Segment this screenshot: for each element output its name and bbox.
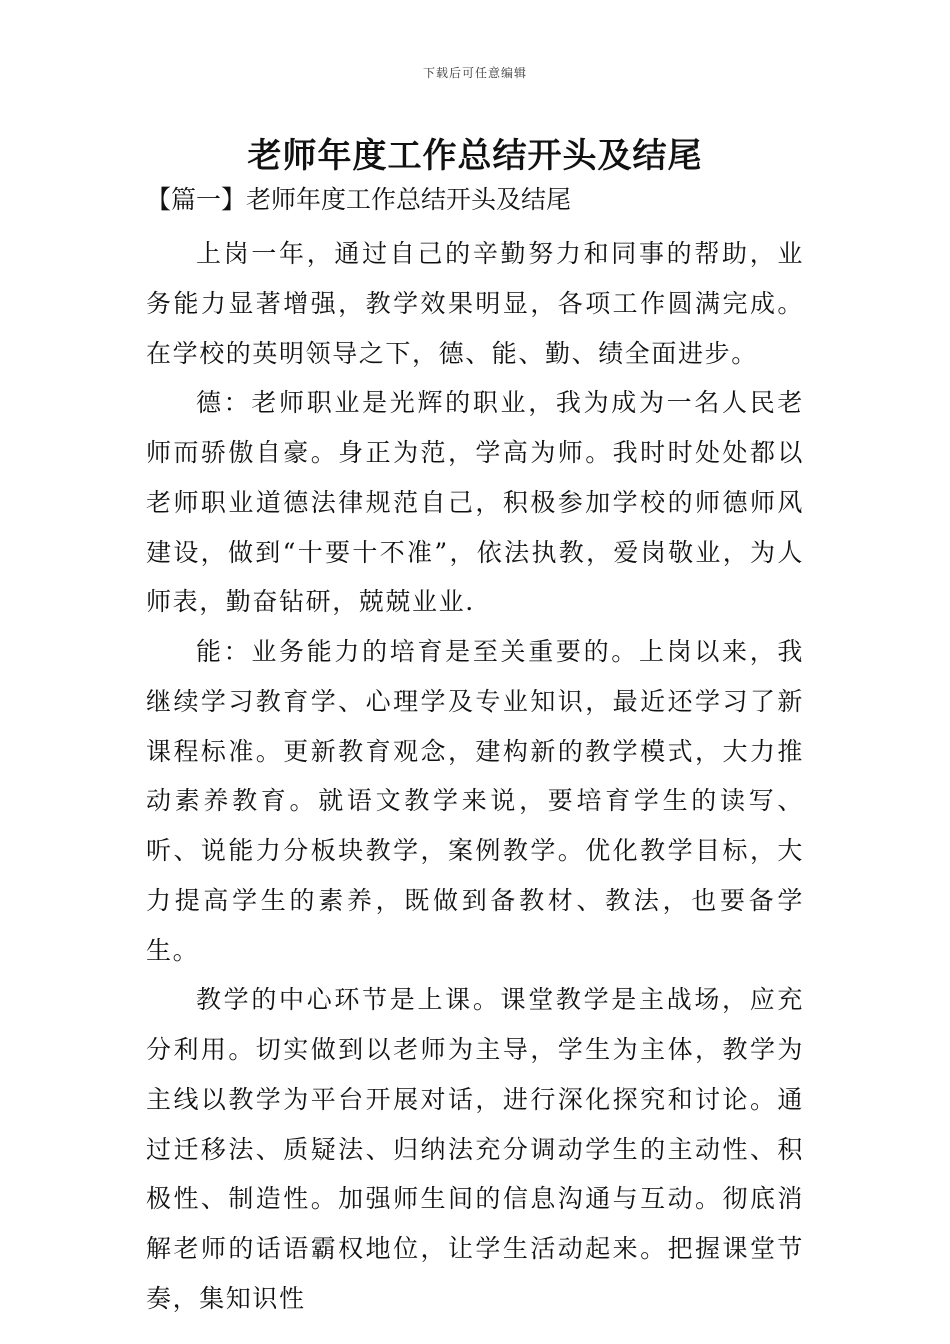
document-body — [146, 229, 804, 1324]
paragraph-ability: 能：业务能力的培育是至关重要的。上岗以来，我继续学习教育学、心理学及专业知识，最近还学习了新课程标准。更新教育观念，建构新的教学模式，大力推动素养教育。就语文教学来说，要培育学生的读写、听、说能力分板块教学，案例教学。优化教学目标，大力提高学生的素养，既做到备教材、教法，也要备学生。 — [146, 637, 804, 965]
section-heading: 【篇一】老师年度工作总结开头及结尾 — [146, 185, 572, 214]
document-title: 老师年度工作总结开头及结尾 — [247, 136, 703, 176]
paragraph-morality: 德：老师职业是光辉的职业，我为成为一名人民老师而骄傲自豪。身正为范，学高为师。我时时处处都以老师职业道德法律规范自己，积极参加学校的师德师风建设，做到“十要十不准”，依法执教，爱岗敬业，为人师表，勤奋钻研，兢兢业业. — [146, 388, 804, 617]
header-note: 下载后可任意编辑 — [422, 66, 527, 80]
paragraph-intro: 上岗一年，通过自己的辛勤努力和同事的帮助，业务能力显著增强，教学效果明显，各项工作圆满完成。在学校的英明领导之下，德、能、勤、绩全面进步。 — [146, 239, 804, 368]
paragraph-classroom: 教学的中心环节是上课。课堂教学是主战场，应充分利用。切实做到以老师为主导，学生为主体，教学为主线以教学为平台开展对话，进行深化探究和讨论。通过迁移法、质疑法、归纳法充分调动学生的主动性、积极性、制造性。加强师生间的信息沟通与互动。彻底消解老师的话语霸权地位，让学生活动起来。把握课堂节奏，集知识性 — [146, 985, 804, 1313]
